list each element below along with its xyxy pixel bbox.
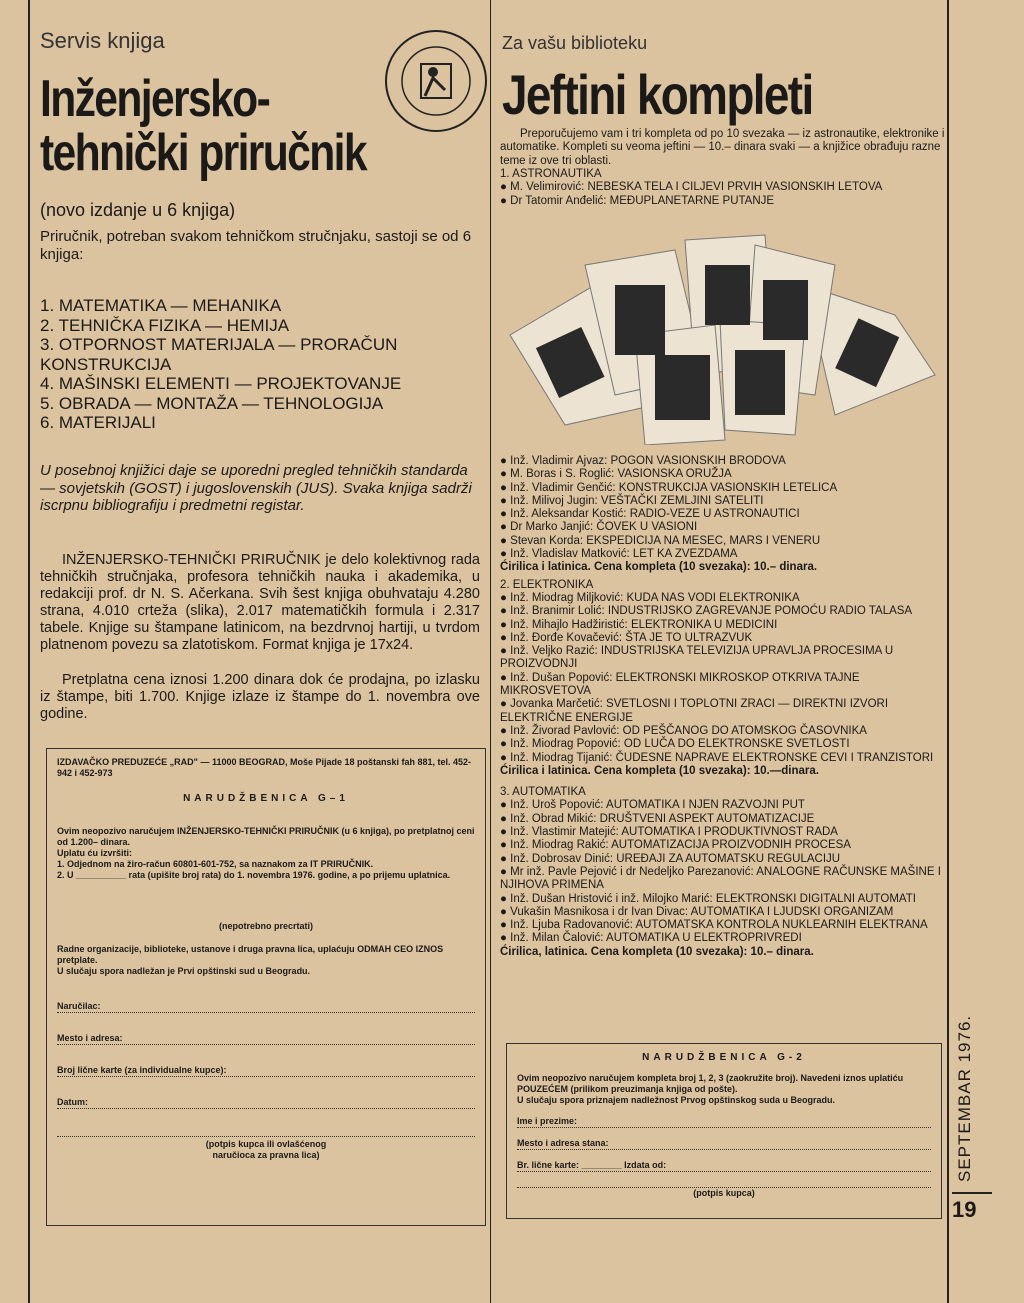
list-item: ● Inž. Vladimir Genčić: KONSTRUKCIJA VASIONSKIH LETELICA [500, 482, 945, 495]
list-item: ● Inž. Veljko Razić: INDUSTRIJSKA TELEVIZIJA UPRAVLJA PROCESIMA U PROIZVODNJI [500, 645, 945, 672]
list-item: ● Inž. Vlastimir Matejić: AUTOMATIKA I PRODUKTIVNOST RADA [500, 826, 945, 839]
category-title: 2. ELEKTRONIKA [500, 578, 594, 591]
left-rule [28, 0, 30, 1303]
id-card-field[interactable]: Broj lične karte (za individualne kupce): [57, 1065, 475, 1077]
list-item: ● Mr inž. Pavle Pejović i dr Nedeljko Parezanović: ANALOGNE RAČUNSKE MAŠINE I NJIHOVA PRIMENA [500, 866, 945, 893]
list-item: ● Inž. Aleksandar Kostić: RADIO-VEZE U ASTRONAUTICI [500, 508, 945, 521]
list-item: ● Dr Marko Janjić: ČOVEK U VASIONI [500, 521, 945, 534]
list-item: ● Inž. Miodrag Tijanić: ČUDESNE NAPRAVE ELEKTRONSKE CEVI I TRANZISTORI [500, 752, 945, 765]
list-item: ● Jovanka Marčetić: SVETLOSNI I TOPLOTNI ZRACI — DIREKTNI IZVORI ELEKTRIČNE ENERGIJE [500, 698, 945, 725]
category-title: 3. AUTOMATIKA [500, 786, 586, 799]
book-item: 4. MAŠINSKI ELEMENTI — PROJEKTOVANJE [40, 374, 402, 393]
strike-note: (nepotrebno precrtati) [218, 921, 313, 931]
payment-label: Uplatu ću izvršiti: [57, 848, 133, 858]
form-title: NARUDŽBENICA G–1 [183, 793, 349, 804]
payment-option-2[interactable]: 2. U __________ rata (upišite broj rata) do 1. novembra 1976. godine, a po prijemu uplatnica. [57, 870, 451, 880]
list-item: ● Inž. Miodrag Popović: OD LUČA DO ELEKTRONSKE SVETLOSTI [500, 738, 945, 751]
signature-label: (potpis kupca ili ovlašćenog naručioca za pravna lica) [205, 1139, 327, 1160]
intro-text: Preporučujemo vam i tri kompleta od po 10 svezaka — iz astronautike, elektronike i automatike. Kompleti su veoma jeftini — 10.– dinara svaki — a knjižice obrađuju razne teme iz ove tri oblasti. [500, 128, 945, 167]
issue-date: SEPTEMBAR 1976. [955, 1014, 974, 1182]
signature-field[interactable] [57, 1135, 475, 1137]
astronautics-list [500, 455, 945, 959]
booklet-photo [505, 225, 945, 445]
order-form-g2 [506, 1043, 942, 1219]
book-item: 6. MATERIJALI [40, 413, 156, 432]
list-item: ● Inž. Milivoj Jugin: VEŠTAČKI ZEMLJINI SATELITI [500, 495, 945, 508]
form-title: NARUDŽBENICA G-2 [642, 1052, 806, 1063]
list-item: ● Inž. Đorđe Kovačević: ŠTA JE TO ULTRAZVUK [500, 632, 945, 645]
order-form-g1 [46, 748, 486, 1226]
book-item: 1. MATEMATIKA — MEHANIKA [40, 296, 282, 315]
column-rule [490, 0, 491, 1303]
list-item: ● Inž. Miodrag Rakić: AUTOMATIZACIJA PROIZVODNIH PROCESA [500, 839, 945, 852]
list-item: ● Inž. Obrad Mikić: DRUŠTVENI ASPEKT AUTOMATIZACIJE [500, 813, 945, 826]
list-item: ● Inž. Milan Čalović: AUTOMATIKA U ELEKTROPRIVREDI [500, 932, 945, 945]
astronautics-head [500, 168, 945, 208]
list-item: ● Inž. Dobrosav Dinić: UREĐAJI ZA AUTOMATSKU REGULACIJU [500, 853, 945, 866]
page-title: Jeftini kompleti [502, 63, 813, 126]
body-paragraph: INŽENJERSKO-TEHNIČKI PRIRUČNIK je delo kolektivnog rada tehničkih stručnjaka, profesora tehničkih nauka i akademika, u redakciji prof. dr N. S. Ačerkana. Svih šest knjiga obuhvataju 4.280 strana, 4.010 crteža (slika), 2.017 matematičkih formula i 2.317 tabele. Knjige su štampane latinicom, na bezdrvnoj hartiji, u tvrdom platnenom povezu sa zlatotiskom. Format knjiga je 17x24. [40, 552, 480, 653]
list-item: ● Stevan Korda: EKSPEDICIJA NA MESEC, MARS I VENERU [500, 535, 945, 548]
section-kicker: Servis knjiga [40, 28, 165, 53]
intro-text: Priručnik, potreban svakom tehničkom stručnjaku, sastoji se od 6 knjiga: [40, 228, 472, 263]
name-field[interactable]: Ime i prezime: [517, 1116, 931, 1128]
payment-option-1[interactable]: 1. Odjednom na žiro-račun 60801-601-752, sa naznakom za IT PRIRUČNIK. [57, 859, 374, 869]
subtitle: (novo izdanje u 6 knjiga) [40, 200, 236, 220]
address-field[interactable]: Mesto i adresa: [57, 1033, 475, 1045]
list-item: ● Inž. Branimir Lolić: INDUSTRIJSKO ZAGREVANJE POMOĆU RADIO TALASA [500, 605, 945, 618]
book-item: 2. TEHNIČKA FIZIKA — HEMIJA [40, 315, 290, 335]
list-item: ● Inž. Dušan Hristović i inž. Milojko Marić: ELEKTRONSKI DIGITALNI AUTOMATI [500, 893, 945, 906]
list-item: ● Inž. Vladislav Matković: LET KA ZVEZDAMA [500, 548, 945, 561]
orderer-field[interactable]: Naručilac: [57, 1001, 475, 1013]
list-item: ● Inž. Vladimir Ajvaz: POGON VASIONSKIH BRODOVA [500, 455, 945, 468]
standards-note: U posebnoj knjižici daje se uporedni pregled tehničkih standarda — sovjetskih (GOST) i jugoslovenskih (JUS). Svaka knjiga sadrži iscrpnu bibliografiju i predmetni registar. [40, 462, 472, 514]
order-text: Ovim neopozivo naručujem kompleta broj 1, 2, 3 (zaokružite broj). Navedeni iznos uplatiću POUZEĆEM (prilikom preuzimanja knjiga od pošte). [517, 1073, 904, 1094]
book-item: 3. OTPORNOST MATERIJALA — PRORAČUN KONSTRUKCIJA [40, 335, 398, 374]
list-item: ● M. Velimirović: NEBESKA TELA I CILJEVI PRVIH VASIONSKIH LETOVA [500, 181, 945, 194]
section-kicker: Za vašu biblioteku [502, 33, 648, 53]
court-note: U slučaju spora nadležan je Prvi opštinski sud u Beogradu. [57, 966, 311, 976]
right-rule [947, 0, 949, 1303]
price-line: Ćirilica, latinica. Cena kompleta (10 svezaka): 10.– dinara. [500, 945, 814, 958]
page-number: 19 [952, 1192, 992, 1223]
price-paragraph: Pretplatna cena iznosi 1.200 dinara dok će prodajna, po izlasku iz štampe, biti 1.700. Knjige izlaze iz štampe do 1. novembra ove godine. [40, 672, 480, 722]
list-item: ● Inž. Živorad Pavlović: OD PEŠČANOG DO ATOMSKOG ČASOVNIKA [500, 725, 945, 738]
list-item: ● Dr Tatomir Anđelić: MEĐUPLANETARNE PUTANJE [500, 195, 945, 208]
list-item: ● Vukašin Masnikosa i dr Ivan Divac: AUTOMATIKA I LJUDSKI ORGANIZAM [500, 906, 945, 919]
list-item: ● Inž. Mihajlo Hadžiristić: ELEKTRONIKA U MEDICINI [500, 619, 945, 632]
signature-label: (potpis kupca) [693, 1188, 755, 1198]
id-card-field[interactable]: Br. lične karte: ________ Izdata od: [517, 1160, 931, 1172]
price-line: Ćirilica i latinica. Cena kompleta (10 svezaka): 10.– dinara. [500, 561, 818, 574]
price-line: Ćirilica i latinica. Cena kompleta (10 svezaka): 10.—dinara. [500, 764, 819, 777]
list-item: ● Inž. Uroš Popović: AUTOMATIKA I NJEN RAZVOJNI PUT [500, 799, 945, 812]
page-title: Inženjersko- tehnički priručnik [40, 70, 366, 182]
category-title: 1. ASTRONAUTIKA [500, 168, 602, 180]
list-item: ● M. Boras i S. Roglić: VASIONSKA ORUŽJA [500, 468, 945, 481]
list-item: ● Inž. Dušan Popović: ELEKTRONSKI MIKROSKOP OTKRIVA TAJNE MIKROSVETOVA [500, 672, 945, 699]
address-field[interactable]: Mesto i adresa stana: [517, 1138, 931, 1150]
book-list [40, 296, 480, 433]
order-text: Ovim neopozivo naručujem INŽENJERSKO-TEHNIČKI PRIRUČNIK (u 6 knjiga), po pretplatnoj ceni od 1.200– dinara. [57, 826, 475, 847]
court-note: U slučaju spora priznajem nadležnost Prvog opštinskog suda u Beogradu. [517, 1095, 836, 1105]
list-item: ● Inž. Miodrag Miljković: KUDA NAS VODI ELEKTRONIKA [500, 592, 945, 605]
publisher-logo [383, 28, 489, 134]
book-item: 5. OBRADA — MONTAŽA — TEHNOLOGIJA [40, 393, 384, 413]
list-item: ● Inž. Ljuba Radovanović: AUTOMATSKA KONTROLA NUKLEARNIH ELEKTRANA [500, 919, 945, 932]
publisher-address: IZDAVAČKO PREDUZEĆE „RAD" — 11000 BEOGRAD, Moše Pijade 18 poštanski fah 881, tel. 452-942 i 452-973 [57, 757, 472, 778]
legal-note: Radne organizacije, biblioteke, ustanove i druga pravna lica, uplaćuju ODMAH CEO IZNOS pretplate. [57, 944, 444, 965]
date-field[interactable]: Datum: [57, 1097, 475, 1109]
